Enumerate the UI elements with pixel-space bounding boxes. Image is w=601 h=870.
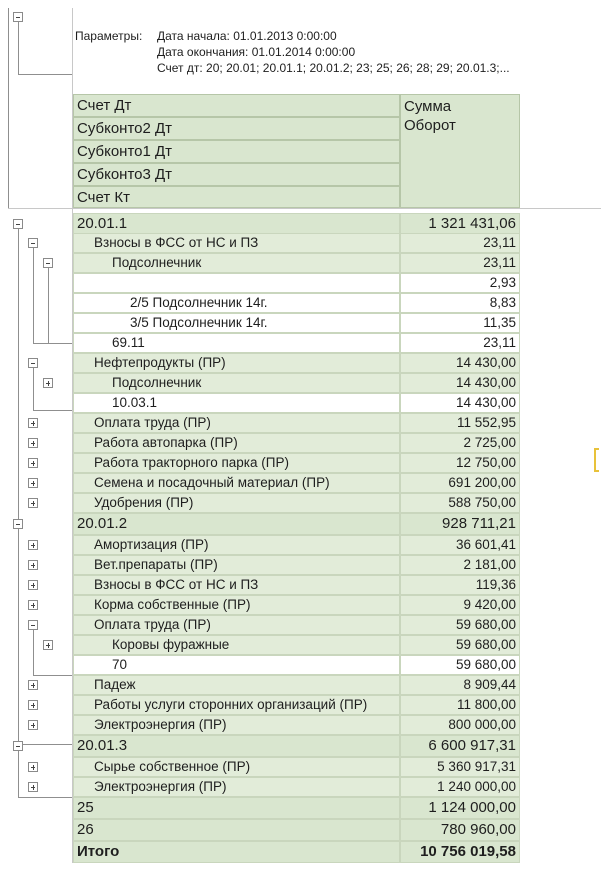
param-accounts: Счет дт: 20; 20.01; 20.01.1; 20.01.2; 23; 25; 26; 28; 29; 20.01.3;...: [157, 61, 510, 75]
header-col1-line4: Субконто3 Дт: [73, 163, 400, 186]
param-end-date: Дата окончания: 01.01.2014 0:00:00: [157, 45, 356, 59]
group-row[interactable]: [73, 819, 520, 841]
expand-icon[interactable]: [28, 560, 38, 570]
selection-marker: [594, 448, 599, 472]
row-value: 780 960,00: [400, 819, 520, 841]
row-label: 20.01.1: [73, 213, 400, 235]
row-value: 5 360 917,31: [400, 757, 520, 777]
collapse-icon[interactable]: [28, 238, 38, 248]
expand-icon[interactable]: [28, 680, 38, 690]
row-label: [73, 273, 400, 293]
table-row[interactable]: [73, 273, 520, 293]
row-label: Корма собственные (ПР): [73, 595, 400, 615]
header-col1-line2: Субконто2 Дт: [73, 117, 400, 140]
table-row[interactable]: [73, 493, 520, 513]
table-row[interactable]: [73, 635, 520, 655]
tree-connector-line: [33, 368, 34, 410]
row-label: Работа автопарка (ПР): [73, 433, 400, 453]
tree-connector-line: [18, 529, 19, 744]
row-value: 928 711,21: [400, 513, 520, 535]
tree-connector-line: [18, 229, 19, 523]
group-row[interactable]: [73, 735, 520, 757]
row-value: 14 430,00: [400, 393, 520, 413]
row-label: Коровы фуражные: [73, 635, 400, 655]
row-label: Работы услуги сторонних организаций (ПР): [73, 695, 400, 715]
row-value: 59 680,00: [400, 615, 520, 635]
table-row[interactable]: [73, 373, 520, 393]
row-label: 69.11: [73, 333, 400, 353]
collapse-icon[interactable]: [13, 519, 23, 529]
tree-connector-line: [18, 797, 72, 798]
row-value: 59 680,00: [400, 655, 520, 675]
table-row[interactable]: [73, 715, 520, 735]
row-label: 26: [73, 819, 400, 841]
expand-icon[interactable]: [28, 580, 38, 590]
tree-connector-line: [18, 229, 19, 245]
report-header: [73, 94, 520, 208]
table-row[interactable]: [73, 535, 520, 555]
row-label: Сырье собственное (ПР): [73, 757, 400, 777]
header-col1-line3: Субконто1 Дт: [73, 140, 400, 163]
group-row[interactable]: [73, 513, 520, 535]
row-label: 2/5 Подсолнечник 14г.: [73, 293, 400, 313]
row-label: Оплата труда (ПР): [73, 413, 400, 433]
table-row[interactable]: [73, 353, 520, 373]
row-label: Работа тракторного парка (ПР): [73, 453, 400, 473]
row-label: Взносы в ФСС от НС и ПЗ: [73, 233, 400, 253]
row-label: Вет.препараты (ПР): [73, 555, 400, 575]
row-label: Подсолнечник: [73, 253, 400, 273]
collapse-icon[interactable]: [13, 741, 23, 751]
row-label: Амортизация (ПР): [73, 535, 400, 555]
row-label: 3/5 Подсолнечник 14г.: [73, 313, 400, 333]
row-label: 20.01.3: [73, 735, 400, 757]
collapse-icon[interactable]: [28, 620, 38, 630]
header-col2: [400, 94, 520, 208]
tree-connector-line: [33, 630, 34, 675]
row-label: Удобрения (ПР): [73, 493, 400, 513]
row-value: 8 909,44: [400, 675, 520, 695]
table-row[interactable]: [73, 695, 520, 715]
row-value: 23,11: [400, 233, 520, 253]
params-tree-line-h: [18, 74, 72, 75]
table-row[interactable]: [73, 757, 520, 777]
row-value: 2,93: [400, 273, 520, 293]
row-value: 691 200,00: [400, 473, 520, 493]
row-label: 20.01.2: [73, 513, 400, 535]
tree-connector-line: [33, 343, 73, 344]
parameters-label: Параметры:: [75, 29, 143, 43]
tree-connector-line: [48, 268, 49, 343]
expand-icon[interactable]: [28, 458, 38, 468]
table-row[interactable]: [73, 253, 520, 273]
row-label: Падеж: [73, 675, 400, 695]
row-label: Семена и посадочный материал (ПР): [73, 473, 400, 493]
expand-icon[interactable]: [28, 478, 38, 488]
tree-connector-line: [33, 675, 73, 676]
row-value: 2 725,00: [400, 433, 520, 453]
table-row[interactable]: [73, 655, 520, 675]
expand-icon[interactable]: [28, 418, 38, 428]
table-row[interactable]: [73, 293, 520, 313]
table-row[interactable]: [73, 233, 520, 253]
row-label: Электроэнергия (ПР): [73, 715, 400, 735]
table-row[interactable]: [73, 433, 520, 453]
row-value: 12 750,00: [400, 453, 520, 473]
row-value: 2 181,00: [400, 555, 520, 575]
tree-connector-line: [18, 744, 72, 745]
row-value: 14 430,00: [400, 353, 520, 373]
row-label: Электроэнергия (ПР): [73, 777, 400, 797]
table-row[interactable]: [73, 333, 520, 353]
total-row[interactable]: [73, 841, 520, 863]
row-label: 70: [73, 655, 400, 675]
table-row[interactable]: [73, 473, 520, 493]
table-row[interactable]: [73, 313, 520, 333]
row-value: 1 321 431,06: [400, 213, 520, 235]
row-value: 11,35: [400, 313, 520, 333]
row-label: Взносы в ФСС от НС и ПЗ: [73, 575, 400, 595]
group-row[interactable]: [73, 213, 520, 235]
expand-icon[interactable]: [28, 700, 38, 710]
tree-connector-line: [33, 410, 73, 411]
header-col1-line5: Счет Кт: [73, 186, 400, 208]
table-row[interactable]: [73, 555, 520, 575]
table-row[interactable]: [73, 413, 520, 433]
collapse-icon[interactable]: [13, 219, 23, 229]
row-value: 59 680,00: [400, 635, 520, 655]
expand-icon[interactable]: [28, 782, 38, 792]
gutter-frame-bottom: [8, 208, 601, 209]
expand-icon[interactable]: [28, 720, 38, 730]
row-label: Оплата труда (ПР): [73, 615, 400, 635]
row-value: 23,11: [400, 333, 520, 353]
collapse-icon[interactable]: [28, 358, 38, 368]
gutter-frame-left: [8, 8, 9, 208]
expand-icon[interactable]: [28, 540, 38, 550]
row-value: 800 000,00: [400, 715, 520, 735]
header-col2-line1: Сумма: [404, 98, 452, 115]
table-row[interactable]: [73, 675, 520, 695]
expand-icon[interactable]: [43, 378, 53, 388]
tree-connector-line: [33, 248, 34, 343]
header-col2-line2: Оборот: [404, 117, 456, 134]
row-label: Подсолнечник: [73, 373, 400, 393]
row-value: 1 240 000,00: [400, 777, 520, 797]
expand-icon[interactable]: [28, 498, 38, 508]
table-row[interactable]: [73, 453, 520, 473]
expand-icon[interactable]: [28, 438, 38, 448]
row-value: 10 756 019,58: [400, 841, 520, 863]
row-value: 11 552,95: [400, 413, 520, 433]
table-row[interactable]: [73, 393, 520, 413]
row-value: 23,11: [400, 253, 520, 273]
row-value: 14 430,00: [400, 373, 520, 393]
row-value: 36 601,41: [400, 535, 520, 555]
expand-icon[interactable]: [43, 640, 53, 650]
row-value: 588 750,00: [400, 493, 520, 513]
collapse-icon[interactable]: [43, 258, 53, 268]
tree-connector-line: [18, 751, 19, 797]
params-tree-line: [18, 22, 19, 74]
header-col1-line1: Счет Дт: [73, 94, 400, 117]
row-value: 9 420,00: [400, 595, 520, 615]
table-row[interactable]: [73, 595, 520, 615]
row-value: 8,83: [400, 293, 520, 313]
group-row[interactable]: [73, 797, 520, 819]
row-value: 6 600 917,31: [400, 735, 520, 757]
row-label: 25: [73, 797, 400, 819]
table-row[interactable]: [73, 615, 520, 635]
table-row[interactable]: [73, 575, 520, 595]
expand-icon[interactable]: [28, 762, 38, 772]
row-label: 10.03.1: [73, 393, 400, 413]
expand-icon[interactable]: [28, 600, 38, 610]
row-value: 119,36: [400, 575, 520, 595]
params-collapse-icon[interactable]: [13, 12, 23, 22]
row-label: Нефтепродукты (ПР): [73, 353, 400, 373]
param-start-date: Дата начала: 01.01.2013 0:00:00: [157, 29, 337, 43]
table-row[interactable]: [73, 777, 520, 797]
row-label: Итого: [73, 841, 400, 863]
row-value: 1 124 000,00: [400, 797, 520, 819]
row-value: 11 800,00: [400, 695, 520, 715]
